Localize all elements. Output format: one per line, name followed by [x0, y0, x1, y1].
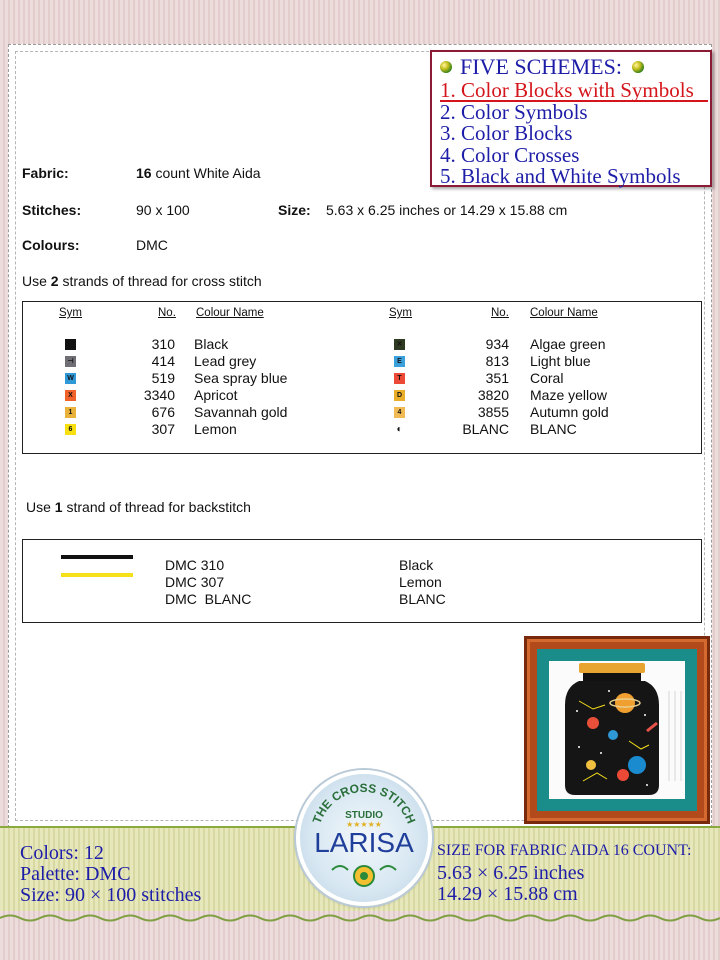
colour-name: Light blue	[530, 353, 591, 369]
no-header: No.	[491, 307, 509, 319]
footer-decor	[0, 911, 720, 960]
dmc-number: 351	[485, 370, 509, 386]
colour-key-row	[23, 336, 701, 353]
colour-name: Lemon	[194, 421, 237, 437]
dmc-number: 414	[151, 353, 175, 369]
size-value: 5.63 x 6.25 inches or 14.29 x 15.88 cm	[326, 202, 568, 218]
backstitch-instruction: Use 1 strand of thread for backstitch	[26, 499, 251, 515]
preview-mat	[537, 649, 697, 811]
colour-name-header: Colour Name	[196, 307, 264, 319]
colour-name-header: Colour Name	[530, 307, 598, 319]
colour-swatch-icon: E	[394, 356, 405, 367]
fabric-size-title: SIZE FOR FABRIC AIDA 16 COUNT:	[437, 842, 692, 859]
colour-name: Sea spray blue	[194, 370, 288, 386]
backstitch-name: BLANC	[399, 591, 446, 607]
size-label: Size:	[278, 202, 311, 218]
palette: Palette: DMC	[20, 863, 131, 885]
scheme-item: 1. Color Blocks with Symbols	[440, 80, 708, 102]
green-bullet-icon	[632, 61, 644, 73]
colours-label: Colours:	[22, 237, 80, 253]
schemes-title-text: FIVE SCHEMES:	[460, 54, 622, 79]
colour-swatch-icon: X	[65, 390, 76, 401]
size-cm: 14.29 × 15.88 cm	[437, 883, 578, 905]
colour-name: Autumn gold	[530, 404, 609, 420]
colour-swatch-icon: 4	[394, 407, 405, 418]
colour-key-row	[23, 370, 701, 387]
logo-name-text: LARISA	[314, 827, 414, 858]
colour-swatch-icon: D	[394, 390, 405, 401]
colour-swatch-icon: ⊣	[65, 356, 76, 367]
backstitch-name: Lemon	[399, 574, 442, 590]
colour-swatch-icon: 6	[65, 424, 76, 435]
colour-name: Algae green	[530, 336, 606, 352]
scheme-item: 4. Color Crosses	[440, 142, 580, 167]
dmc-number: 307	[151, 421, 175, 437]
scheme-item: 5. Black and White Symbols	[440, 164, 681, 188]
preview-canvas	[549, 661, 685, 799]
colour-name: Apricot	[194, 387, 238, 403]
dmc-number: 3820	[477, 387, 509, 403]
scheme-item: 2. Color Symbols	[440, 99, 588, 124]
vine-border-decoration	[0, 913, 720, 923]
dmc-number: 813	[485, 353, 509, 369]
colour-name: Coral	[530, 370, 564, 386]
colour-swatch-icon: W	[65, 373, 76, 384]
backstitch-name: Black	[399, 557, 434, 573]
backstitch-code: DMC 307	[165, 574, 225, 590]
framed-preview	[524, 636, 710, 824]
dmc-number: 676	[151, 404, 175, 420]
schemes-title	[440, 54, 710, 80]
sym-header: Sym	[59, 307, 82, 319]
colour-swatch-icon: ✕	[394, 339, 405, 350]
colors-count: Colors: 12	[20, 842, 104, 864]
stitches-value: 90 x 100	[136, 202, 190, 218]
dmc-number: BLANC	[462, 421, 509, 437]
fabric-value: 16 count White Aida	[136, 165, 261, 181]
scheme-item: 3. Color Blocks	[440, 121, 573, 145]
stars-icon: ★★★★★	[346, 820, 382, 829]
backstitch-code: DMC 310	[165, 557, 225, 573]
fabric-label: Fabric:	[22, 165, 69, 181]
sym-header: Sym	[389, 307, 412, 319]
stitches-label: Stitches:	[22, 202, 82, 218]
five-schemes-box	[430, 50, 712, 187]
lemon-backstitch-line	[61, 573, 133, 577]
colour-key-row	[23, 404, 701, 421]
snail-icon	[354, 866, 374, 886]
colour-name: Savannah gold	[194, 404, 288, 420]
colour-name: BLANC	[530, 421, 577, 437]
colour-swatch-icon: T	[394, 373, 405, 384]
logo-top-text: THE CROSS STITCH	[309, 780, 419, 826]
colour-key-row	[23, 387, 701, 404]
colour-key-row	[23, 353, 701, 370]
dmc-number: 3340	[143, 387, 175, 403]
colour-key-row	[23, 421, 701, 438]
dmc-number: 3855	[477, 404, 509, 420]
space-jar-image	[549, 661, 687, 801]
dmc-number: 310	[151, 336, 175, 352]
colour-key-table	[22, 301, 702, 454]
colour-swatch-icon: ◐	[396, 424, 403, 435]
colour-name: Black	[194, 336, 229, 352]
dmc-number: 934	[485, 336, 509, 352]
green-bullet-icon	[440, 61, 452, 73]
black-backstitch-line	[61, 555, 133, 559]
dmc-number: 519	[151, 370, 175, 386]
logo-studio-text: STUDIO	[345, 810, 383, 821]
colour-swatch-icon: 1	[65, 407, 76, 418]
size-stitches: Size: 90 × 100 stitches	[20, 884, 202, 906]
colours-value: DMC	[136, 237, 168, 253]
backstitch-code: DMC BLANC	[165, 591, 252, 607]
no-header: No.	[158, 307, 176, 319]
colour-name: Lead grey	[194, 353, 257, 369]
logo-emblem	[300, 774, 428, 902]
backstitch-table	[22, 539, 702, 623]
cross-stitch-instruction: Use 2 strands of thread for cross stitch	[22, 273, 262, 289]
size-inches: 5.63 × 6.25 inches	[437, 862, 585, 884]
colour-name: Maze yellow	[530, 387, 608, 403]
larisa-studio-logo	[296, 770, 432, 906]
